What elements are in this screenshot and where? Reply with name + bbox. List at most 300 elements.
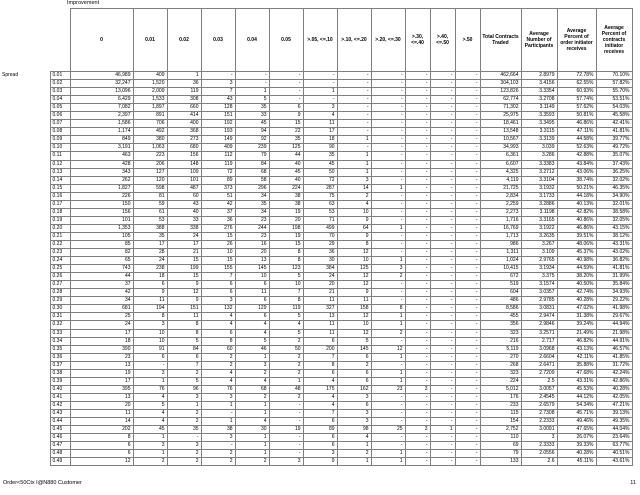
table-cell: -: [371, 249, 405, 257]
spread-label-blank: [0, 337, 50, 345]
row-spread-value: 0.44: [50, 418, 70, 426]
table-cell: 287: [303, 184, 337, 192]
spread-label-blank: [0, 128, 50, 136]
table-cell: 89: [201, 176, 235, 184]
row-spread-value: 0.47: [50, 442, 70, 450]
table-cell: 35: [235, 200, 269, 208]
col-header: Total Contracts Traded: [480, 9, 521, 72]
table-cell: 45: [269, 168, 303, 176]
table-cell: 1: [371, 450, 405, 458]
table-cell: 3.0057: [521, 385, 557, 393]
table-cell: 3: [337, 418, 371, 426]
table-cell: 273: [167, 136, 201, 144]
table-cell: 4: [235, 329, 269, 337]
table-cell: 9: [269, 112, 303, 120]
table-cell: -: [405, 240, 430, 248]
table-cell: 25: [70, 313, 133, 321]
table-row: [0, 361, 632, 369]
table-cell: 79: [480, 450, 521, 458]
table-cell: 132: [201, 305, 235, 313]
table-cell: -: [430, 257, 455, 265]
table-cell: -: [405, 265, 430, 273]
table-cell: -: [405, 377, 430, 385]
table-cell: 5: [167, 377, 201, 385]
table-cell: 268: [480, 361, 521, 369]
table-cell: -: [455, 305, 480, 313]
table-cell: 23: [70, 353, 133, 361]
table-cell: 36: [167, 80, 201, 88]
row-spread-value: 0.31: [50, 313, 70, 321]
table-cell: 2: [201, 361, 235, 369]
spread-label-blank: [0, 216, 50, 224]
table-cell: -: [430, 281, 455, 289]
table-cell: 119: [167, 88, 201, 96]
table-cell: 71,302: [480, 104, 521, 112]
table-cell: 2: [269, 361, 303, 369]
table-row: [0, 409, 632, 417]
table-cell: 6: [167, 353, 201, 361]
table-cell: 18,461: [480, 120, 521, 128]
table-cell: 133: [480, 458, 521, 466]
table-cell: -: [455, 361, 480, 369]
table-cell: 41.81%: [596, 265, 632, 273]
table-cell: -: [371, 393, 405, 401]
table-cell: -: [455, 249, 480, 257]
table-cell: -: [455, 104, 480, 112]
col-header: Average Percent of order initiator receives: [557, 9, 596, 72]
table-cell: 43: [167, 200, 201, 208]
table-cell: 25: [371, 426, 405, 434]
table-cell: -: [371, 160, 405, 168]
table-cell: 41.98%: [596, 305, 632, 313]
table-cell: -: [455, 297, 480, 305]
table-cell: 40.28%: [557, 450, 596, 458]
table-cell: 6: [337, 377, 371, 385]
table-cell: -: [405, 72, 430, 80]
table-cell: 390: [70, 345, 133, 353]
table-cell: 65: [70, 257, 133, 265]
table-cell: -: [430, 160, 455, 168]
table-cell: 101: [70, 216, 133, 224]
table-cell: 41.81%: [596, 128, 632, 136]
table-cell: 6: [133, 281, 167, 289]
table-cell: 60: [167, 192, 201, 200]
table-cell: 84: [235, 160, 269, 168]
table-cell: 2: [235, 369, 269, 377]
table-cell: 71: [303, 216, 337, 224]
table-row: [0, 369, 632, 377]
spread-label-blank: [0, 385, 50, 393]
table-cell: 1,716: [480, 216, 521, 224]
table-cell: -: [371, 192, 405, 200]
spread-label-blank: [0, 297, 50, 305]
table-cell: 19: [269, 232, 303, 240]
table-row: [0, 232, 632, 240]
table-cell: 101: [167, 176, 201, 184]
table-cell: 47.21%: [596, 401, 632, 409]
table-cell: 3: [167, 442, 201, 450]
table-cell: 6: [201, 289, 235, 297]
table-cell: 2: [167, 369, 201, 377]
table-cell: -: [371, 337, 405, 345]
table-cell: 2: [235, 458, 269, 466]
table-cell: 9: [303, 458, 337, 466]
table-cell: 38: [201, 426, 235, 434]
spread-label-blank: [0, 458, 50, 466]
table-cell: 1: [235, 401, 269, 409]
spread-label-blank: [0, 369, 50, 377]
table-cell: 11: [303, 297, 337, 305]
table-cell: -: [337, 72, 371, 80]
table-row: [0, 88, 632, 96]
table-cell: 123,826: [480, 88, 521, 96]
table-cell: -: [430, 289, 455, 297]
table-cell: 128: [201, 104, 235, 112]
table-cell: 3: [337, 393, 371, 401]
table-cell: -: [371, 240, 405, 248]
table-cell: 40: [269, 176, 303, 184]
table-cell: 3: [303, 450, 337, 458]
table-row: [0, 160, 632, 168]
spread-label-blank: [0, 353, 50, 361]
table-cell: 38: [269, 192, 303, 200]
table-cell: 4,119: [480, 176, 521, 184]
table-cell: 9: [133, 289, 167, 297]
spread-label-blank: [0, 257, 50, 265]
table-cell: -: [430, 104, 455, 112]
table-cell: -: [405, 393, 430, 401]
table-cell: 42.86%: [596, 377, 632, 385]
table-cell: 23: [235, 216, 269, 224]
table-cell: -: [337, 120, 371, 128]
table-cell: 2: [337, 450, 371, 458]
table-row: [0, 297, 632, 305]
table-cell: 85: [70, 240, 133, 248]
table-cell: -: [269, 72, 303, 80]
table-cell: 43.06%: [557, 168, 596, 176]
table-cell: 3.3354: [521, 88, 557, 96]
table-cell: 1: [235, 442, 269, 450]
table-cell: 1: [167, 72, 201, 80]
spread-label-blank: [0, 192, 50, 200]
col-header: >.50: [455, 9, 480, 72]
spread-label-blank: [0, 418, 50, 426]
table-cell: -: [455, 289, 480, 297]
table-cell: 24: [303, 273, 337, 281]
table-cell: 109: [167, 168, 201, 176]
table-cell: -: [455, 281, 480, 289]
table-cell: 5: [337, 337, 371, 345]
row-spread-value: 0.08: [50, 128, 70, 136]
table-cell: 24: [167, 232, 201, 240]
table-cell: 47.11%: [557, 128, 596, 136]
table-cell: 12: [337, 313, 371, 321]
row-spread-value: 0.43: [50, 409, 70, 417]
table-cell: 8: [133, 313, 167, 321]
table-cell: 36: [201, 216, 235, 224]
table-cell: 58: [235, 176, 269, 184]
table-row: [0, 426, 632, 434]
table-cell: -: [201, 442, 235, 450]
row-spread-value: 0.14: [50, 176, 70, 184]
table-cell: 8: [303, 361, 337, 369]
spread-label-blank: [0, 88, 50, 96]
table-cell: -: [303, 80, 337, 88]
table-cell: 57.62%: [557, 104, 596, 112]
table-cell: 8: [167, 329, 201, 337]
row-spread-value: 0.20: [50, 224, 70, 232]
table-cell: 2.5: [521, 377, 557, 385]
table-cell: 6,607: [480, 160, 521, 168]
table-cell: 26.07%: [557, 434, 596, 442]
table-cell: 11: [337, 297, 371, 305]
table-cell: 44.12%: [557, 393, 596, 401]
table-cell: 43.15%: [596, 224, 632, 232]
table-row: [0, 281, 632, 289]
table-row: [0, 329, 632, 337]
table-cell: -: [430, 401, 455, 409]
table-cell: -: [371, 434, 405, 442]
table-cell: 13: [70, 393, 133, 401]
table-cell: 2: [201, 450, 235, 458]
table-cell: 3: [337, 409, 371, 417]
row-spread-value: 0.12: [50, 160, 70, 168]
table-cell: 2.2333: [521, 418, 557, 426]
table-cell: 1: [430, 426, 455, 434]
table-cell: 46.82%: [557, 337, 596, 345]
table-cell: 4: [303, 393, 337, 401]
table-cell: 21: [167, 249, 201, 257]
header-row: [0, 9, 632, 72]
table-cell: 194: [133, 305, 167, 313]
table-cell: 13: [303, 313, 337, 321]
table-cell: 33: [235, 112, 269, 120]
table-cell: -: [455, 200, 480, 208]
table-cell: 3.3383: [521, 160, 557, 168]
table-cell: 59: [133, 200, 167, 208]
row-spread-value: 0.02: [50, 80, 70, 88]
table-cell: 47.65%: [557, 426, 596, 434]
corner-blank-2: [50, 9, 70, 72]
row-spread-value: 0.39: [50, 377, 70, 385]
table-cell: 368: [167, 128, 201, 136]
table-cell: -: [455, 112, 480, 120]
table-cell: -: [371, 401, 405, 409]
table-row: [0, 385, 632, 393]
table-cell: 84: [167, 345, 201, 353]
table-cell: 34: [235, 208, 269, 216]
table-cell: -: [405, 337, 430, 345]
table-cell: 81: [133, 192, 167, 200]
table-cell: 50: [303, 168, 337, 176]
table-cell: 1,713: [480, 232, 521, 240]
table-cell: 10,415: [480, 265, 521, 273]
table-cell: 29.22%: [596, 297, 632, 305]
table-cell: 5: [269, 329, 303, 337]
table-cell: -: [405, 176, 430, 184]
table-cell: 28: [133, 249, 167, 257]
table-cell: 158: [337, 305, 371, 313]
table-cell: -: [405, 144, 430, 152]
table-cell: 192: [201, 120, 235, 128]
table-cell: 400: [167, 120, 201, 128]
table-cell: -: [371, 409, 405, 417]
table-cell: -: [455, 434, 480, 442]
table-cell: 91: [133, 345, 167, 353]
table-cell: -: [371, 128, 405, 136]
table-cell: 198: [269, 224, 303, 232]
table-cell: 57.74%: [557, 96, 596, 104]
col-header: >.30, <=.40: [405, 9, 430, 72]
table-cell: -: [455, 426, 480, 434]
table-cell: 3.0968: [521, 345, 557, 353]
row-spread-value: 0.15: [50, 184, 70, 192]
table-cell: 98: [337, 426, 371, 434]
table-cell: 57.82%: [596, 80, 632, 88]
table-cell: -: [405, 321, 430, 329]
table-cell: 17: [70, 377, 133, 385]
table-cell: 193: [201, 128, 235, 136]
table-cell: 44: [269, 152, 303, 160]
row-spread-value: 0.01: [50, 72, 70, 80]
table-cell: -: [455, 273, 480, 281]
table-cell: 9: [167, 297, 201, 305]
table-cell: 5: [235, 96, 269, 104]
table-cell: 414: [167, 112, 201, 120]
table-cell: -: [455, 401, 480, 409]
table-cell: 11: [133, 297, 167, 305]
table-cell: 154: [480, 418, 521, 426]
table-cell: 2.9785: [521, 297, 557, 305]
table-cell: 48: [269, 385, 303, 393]
table-cell: 3: [235, 361, 269, 369]
table-cell: 150: [70, 200, 133, 208]
table-cell: 6: [337, 401, 371, 409]
table-cell: 44.94%: [596, 321, 632, 329]
table-cell: 149: [201, 136, 235, 144]
table-cell: 20: [70, 401, 133, 409]
improvement-label: Improvement: [67, 0, 100, 6]
table-row: [0, 265, 632, 273]
table-cell: -: [430, 409, 455, 417]
table-cell: 3: [371, 265, 405, 273]
table-cell: 42.24%: [596, 369, 632, 377]
table-cell: 6: [133, 353, 167, 361]
table-cell: -: [371, 176, 405, 184]
table-cell: 70: [303, 232, 337, 240]
table-cell: -: [455, 257, 480, 265]
table-cell: 986: [480, 240, 521, 248]
table-cell: 7,082: [70, 104, 133, 112]
table-cell: -: [405, 442, 430, 450]
table-cell: -: [455, 120, 480, 128]
table-cell: -: [430, 136, 455, 144]
table-cell: -: [337, 88, 371, 96]
table-cell: 2.6: [521, 458, 557, 466]
spread-label-blank: [0, 393, 50, 401]
table-cell: 3.2571: [521, 329, 557, 337]
table-cell: -: [337, 104, 371, 112]
table-cell: -: [455, 136, 480, 144]
table-cell: 156: [167, 152, 201, 160]
table-cell: 55.70%: [596, 88, 632, 96]
table-cell: 38.12%: [596, 232, 632, 240]
table-cell: 2.3333: [521, 442, 557, 450]
table-row: [0, 249, 632, 257]
table-cell: 4: [303, 112, 337, 120]
table-cell: 2: [167, 418, 201, 426]
table-cell: 2: [235, 393, 269, 401]
table-cell: -: [269, 434, 303, 442]
table-cell: 34.93%: [596, 289, 632, 297]
table-cell: 42: [201, 200, 235, 208]
table-cell: -: [337, 144, 371, 152]
table-row: [0, 136, 632, 144]
table-cell: 224: [269, 184, 303, 192]
spread-label-blank: [0, 313, 50, 321]
spread-label-blank: [0, 152, 50, 160]
table-cell: -: [201, 409, 235, 417]
col-header: 0.03: [201, 9, 235, 72]
table-cell: 238: [133, 265, 167, 273]
table-cell: 3.0091: [521, 426, 557, 434]
table-cell: 32.01%: [596, 200, 632, 208]
table-row: [0, 393, 632, 401]
table-cell: 38: [269, 200, 303, 208]
table-cell: 25,975: [480, 112, 521, 120]
spread-label-blank: [0, 305, 50, 313]
row-spread-value: 0.21: [50, 232, 70, 240]
table-cell: 2: [167, 458, 201, 466]
table-cell: 2: [269, 393, 303, 401]
table-cell: -: [269, 80, 303, 88]
table-cell: 2,834: [480, 192, 521, 200]
table-cell: -: [371, 80, 405, 88]
table-cell: 199: [167, 265, 201, 273]
table-cell: 7: [167, 361, 201, 369]
table-row: [0, 200, 632, 208]
table-row: [0, 401, 632, 409]
row-spread-value: 0.28: [50, 289, 70, 297]
table-cell: 37.43%: [596, 160, 632, 168]
table-cell: 3: [133, 442, 167, 450]
table-cell: 4: [303, 377, 337, 385]
table-cell: -: [455, 369, 480, 377]
table-cell: 145: [235, 265, 269, 273]
row-spread-value: 0.34: [50, 337, 70, 345]
row-spread-value: 0.24: [50, 257, 70, 265]
table-cell: 262: [70, 176, 133, 184]
table-cell: 17: [303, 128, 337, 136]
table-cell: -: [455, 216, 480, 224]
spread-label-blank: [0, 329, 50, 337]
spread-label-blank: [0, 442, 50, 450]
table-cell: 3.3104: [521, 176, 557, 184]
table-cell: 13: [235, 257, 269, 265]
table-cell: 270: [480, 353, 521, 361]
table-cell: 60: [201, 345, 235, 353]
table-cell: 4: [201, 313, 235, 321]
table-cell: 45.58%: [596, 112, 632, 120]
table-cell: -: [405, 120, 430, 128]
table-body: [0, 72, 632, 466]
table-cell: 206: [133, 160, 167, 168]
table-cell: 15: [269, 120, 303, 128]
table-cell: -: [269, 401, 303, 409]
table-cell: -: [405, 200, 430, 208]
row-spread-value: 0.46: [50, 434, 70, 442]
table-cell: 10: [337, 257, 371, 265]
